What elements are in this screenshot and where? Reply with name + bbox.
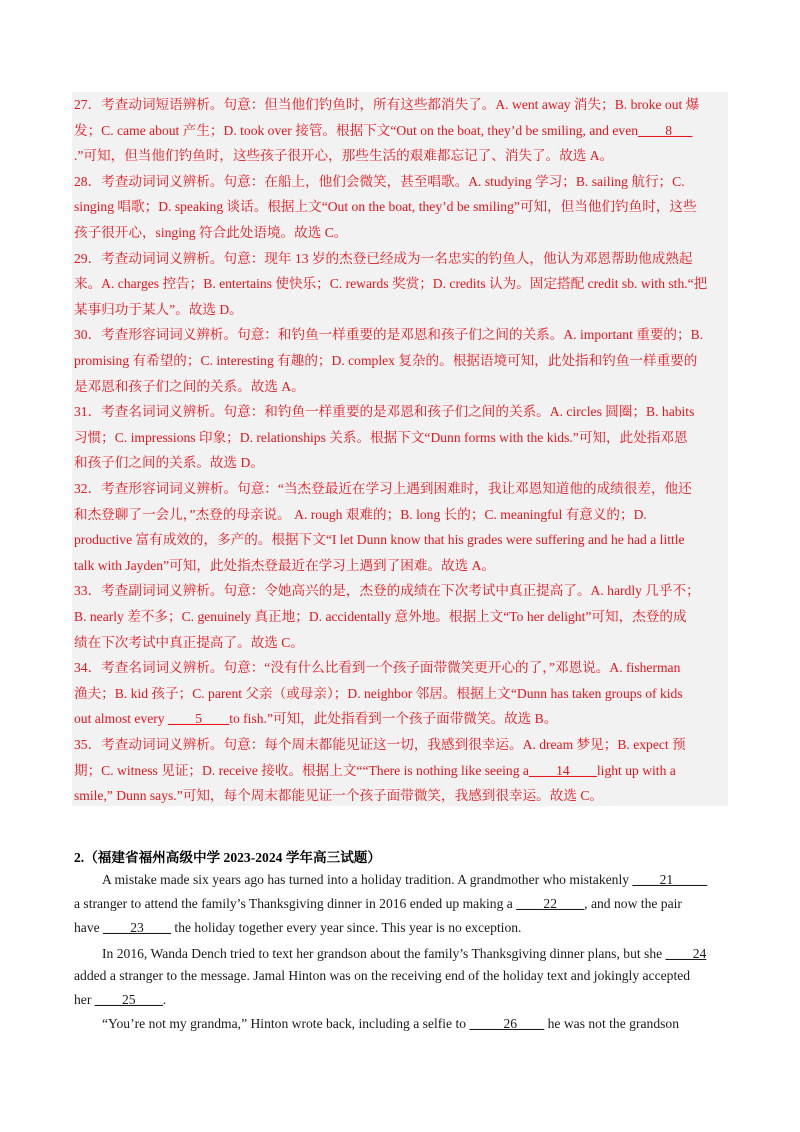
line-text: a stranger to attend the family’s Thanksgiving dinner in 2016 ended up making a (74, 896, 517, 911)
line-text: 33．考查副词词义辨析。句意：令她高兴的是，杰登的成绩在下次考试中真正提高了。A. hardly 几乎不； (74, 583, 700, 599)
line-text: , and now the pair (584, 896, 682, 911)
section-heading: 2.（福建省福州高级中学 2023-2024 学年高三试题） (74, 850, 381, 865)
answer-line (74, 249, 728, 269)
line-text: 27．考查动词短语辨析。句意：但当他们钓鱼时，所有这些都消失了。A. went away 消失；B. broke out 爆 (74, 97, 700, 112)
answer-line (74, 121, 728, 141)
line-text: 28．考查动词词义辨析。句意：在船上，他们会微笑，甚至唱歌。A. studying 学习；B. sailing 航行；C. (74, 173, 685, 189)
passage-line (74, 990, 166, 1010)
answer-line (74, 377, 728, 397)
answer-line (74, 735, 728, 755)
line-text: out almost every (74, 711, 169, 727)
passage-line (74, 894, 682, 914)
line-text: 绩在下次考试中真正提高了。故选 C。 (74, 634, 304, 650)
line-text: 渔夫；B. kid 孩子；C. parent 父亲（或母亲）；D. neighbor 邻居。根据上文“Dunn has taken groups of kids (74, 685, 683, 701)
line-text: 和孩子们之间的关系。故选 D。 (74, 455, 264, 471)
answer-line (74, 607, 728, 627)
blank-number: ____14____ (528, 762, 597, 778)
line-text: 和杰登聊了一会儿，”杰登的母亲说。 A. rough 艰难的；B. long 长的；C. meaningful 有意义的；D. (74, 506, 647, 522)
answer-line (74, 274, 728, 294)
line-text: 30．考查形容词词义辨析。句意：和钓鱼一样重要的是邓恩和孩子们之间的关系。A. important 重要的；B. (74, 327, 704, 343)
line-text: promising 有希望的；C. interesting 有趣的；D. complex 复杂的。根据语境可知，此处指和钓鱼一样重要的 (74, 353, 698, 368)
blank-number: ____25____ (94, 992, 163, 1007)
blank-number: ____23____ (103, 920, 172, 935)
answer-line (74, 428, 728, 448)
answer-line (74, 786, 728, 806)
answer-line (74, 479, 728, 499)
answer-line (74, 325, 728, 345)
line-text: A mistake made six years ago has turned into a holiday tradition. A grandmother who mistakenly (102, 872, 633, 887)
answer-line (74, 197, 728, 217)
line-text: the holiday together every year since. This year is no exception. (171, 920, 522, 935)
answer-line (74, 351, 728, 371)
passage-line (102, 870, 707, 890)
line-text: smile,” Dunn says.”可知，每个周末都能见证一个孩子面带微笑，我感到很幸运。故选 C。 (74, 788, 604, 804)
answer-line (74, 658, 728, 678)
answer-line (74, 633, 728, 653)
line-text: added a stranger to the message. Jamal Hinton was on the receiving end of the holiday text and jokingly accepted (74, 968, 691, 983)
line-text: 习惯；C. impressions 印象；D. relationships 关系。根据下文“Dunn forms with the kids.”可知，此处指邓恩 (74, 429, 688, 445)
answer-line (74, 581, 728, 601)
blank-number: ____24 (665, 946, 707, 961)
line-text: 发；C. came about 产生；D. took over 接管。根据下文“Out on the boat, they’d be smiling, and even (74, 122, 639, 138)
line-text: have (74, 920, 104, 935)
blank-number: ____22____ (516, 896, 585, 911)
answer-line (74, 95, 728, 115)
passage-line (74, 966, 690, 986)
line-text: to fish.”可知，此处指看到一个孩子面带微笑。故选 B。 (229, 711, 558, 727)
answer-line (74, 146, 728, 166)
answer-line (74, 300, 728, 320)
answer-line (74, 556, 728, 576)
line-text: 某事归功于某人”。故选 D。 (74, 301, 243, 317)
blank-number: _____26____ (469, 1016, 545, 1031)
line-text: .”可知，但当他们钓鱼时，这些孩子很开心，那些生活的艰难都忘记了、消失了。故选 A。 (74, 148, 614, 164)
line-text: productive 富有成效的，多产的。根据下文“I let Dunn know that his grades were suffering and he had a little (74, 532, 685, 548)
answer-line (74, 709, 728, 729)
blank-number: ____21_____ (632, 872, 708, 887)
line-text: talk with Jayden”可知，此处指杰登最近在学习上遇到了困难。故选 A。 (74, 557, 495, 573)
line-text: 是邓恩和孩子们之间的关系。故选 A。 (74, 378, 305, 394)
line-text: In 2016, Wanda Dench tried to text her grandson about the family’s Thanksgiving dinner plans, but she (102, 946, 666, 961)
passage-line (102, 944, 706, 964)
line-text: singing 唱歌；D. speaking 谈话。根据上文“Out on the boat, they’d be smiling”可知，但当他们钓鱼时，这些 (74, 199, 697, 215)
line-text: 32．考查形容词词义辨析。句意：“当杰登最近在学习上遇到困难时，我让邓恩知道他的成绩很差，他还 (74, 481, 692, 496)
line-text: 孩子很开心，singing 符合此处语境。故选 C。 (74, 225, 348, 240)
line-text: her (74, 992, 95, 1007)
blank-number: ____5____ (168, 711, 230, 727)
passage-line (74, 918, 521, 938)
passage-line (102, 1014, 679, 1034)
line-text: he was not the grandson (544, 1016, 679, 1031)
answer-line (74, 505, 728, 525)
answer-line (74, 761, 728, 781)
answer-line (74, 402, 728, 422)
blank-number: ____8___ (638, 122, 693, 138)
answer-line (74, 172, 728, 192)
answer-line (74, 530, 728, 550)
line-text: 34．考查名词词义辨析。句意：“没有什么比看到一个孩子面带微笑更开心的了，”邓恩说。A. fisherman (74, 660, 681, 676)
line-text: . (162, 992, 167, 1007)
line-text: 31．考查名词词义辨析。句意：和钓鱼一样重要的是邓恩和孩子们之间的关系。A. circles 圆圈；B. habits (74, 404, 695, 420)
line-text: 来。A. charges 控告；B. entertains 使快乐；C. rewards 奖赏；D. credits 认为。固定搭配 credit sb. with sth.“把 (74, 276, 708, 292)
line-text: 期；C. witness 见证；D. receive 接收。根据上文““There is nothing like seeing a (74, 762, 529, 778)
line-text: “You’re not my grandma,” Hinton wrote back, including a selfie to (102, 1016, 470, 1031)
line-text: 35．考查动词词义辨析。句意：每个周末都能见证这一切，我感到很幸运。A. dream 梦见；B. expect 预 (74, 737, 686, 752)
answer-line (74, 453, 728, 473)
line-text: light up with a (596, 762, 676, 778)
line-text: B. nearly 差不多；C. genuinely 真正地；D. accidentally 意外地。根据上文“To her delight”可知，杰登的成 (74, 609, 687, 624)
answer-line (74, 223, 728, 243)
line-text: 29．考查动词词义辨析。句意：现年 13 岁的杰登已经成为一名忠实的钓鱼人，他认为邓恩帮助他成熟起 (74, 250, 693, 266)
answer-line (74, 684, 728, 704)
